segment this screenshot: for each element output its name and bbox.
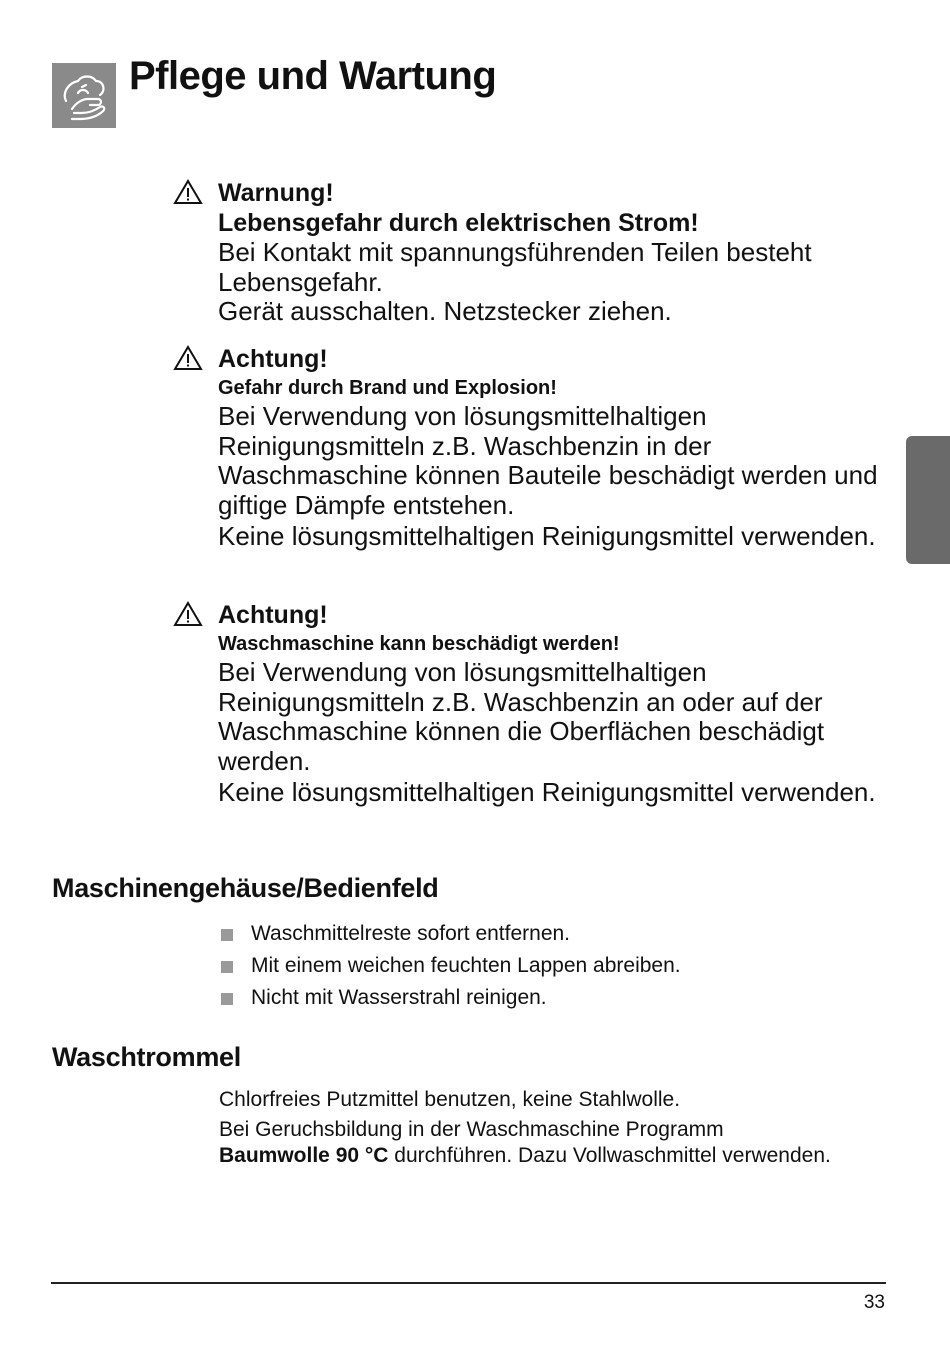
list-item <box>219 918 681 950</box>
drum-paragraph: Chlorfreies Putzmittel benutzen, keine Stahlwolle. <box>219 1088 681 1111</box>
warning-title: Achtung! <box>218 345 328 373</box>
warning-paragraph: Bei Kontakt mit spannungsführenden Teilen besteht Lebensgefahr. <box>218 237 812 297</box>
warning-subtitle: Waschmaschine kann beschädigt werden! <box>218 633 620 655</box>
list-item <box>219 982 681 1014</box>
program-name: Baumwolle 90 °C <box>219 1144 389 1167</box>
warning-triangle-icon <box>173 345 203 371</box>
page-title: Pflege und Wartung <box>129 54 497 98</box>
warning-subtitle: Lebensgefahr durch elektrischen Strom! <box>218 209 699 237</box>
warning-triangle-icon <box>173 179 203 205</box>
warning-paragraph: Keine lösungsmittelhaltigen Reinigungsmittel verwenden. <box>218 521 876 551</box>
list-item-text: Waschmittelreste sofort entfernen. <box>251 922 571 945</box>
warning-paragraph: Gerät ausschalten. Netzstecker ziehen. <box>218 296 672 326</box>
warning-title: Achtung! <box>218 601 328 629</box>
bullet-square-icon <box>221 929 233 941</box>
section-heading-housing: Maschinengehäuse/Bedienfeld <box>52 873 439 903</box>
warning-subtitle: Gefahr durch Brand und Explosion! <box>218 377 557 399</box>
warning-paragraph: Keine lösungsmittelhaltigen Reinigungsmittel verwenden. <box>218 777 876 807</box>
list-item-text: Mit einem weichen feuchten Lappen abreiben. <box>251 954 681 977</box>
drum-paragraph-end: durchführen. Dazu Vollwaschmittel verwenden. <box>388 1144 831 1167</box>
warning-block-fire <box>218 344 898 552</box>
warning-block-electric <box>218 178 898 327</box>
warning-title: Warnung! <box>218 179 334 207</box>
warning-paragraph: Bei Verwendung von lösungsmittelhaltigen Reinigungsmitteln z.B. Waschbenzin in der Waschmaschine können Bauteile beschädigt werden und giftige Dämpfe entstehen. <box>218 401 878 520</box>
bullet-square-icon <box>221 993 233 1005</box>
care-hand-icon <box>52 63 116 128</box>
bullet-square-icon <box>221 961 233 973</box>
warning-triangle-icon <box>173 601 203 627</box>
page-number: 33 <box>863 1292 885 1313</box>
warning-block-damage <box>218 600 898 808</box>
chapter-tab <box>906 436 950 564</box>
drum-paragraph-start: Bei Geruchsbildung in der Waschmaschine Programm <box>219 1118 724 1141</box>
housing-bullet-list <box>219 918 681 1014</box>
drum-paragraph <box>219 1117 919 1169</box>
warning-paragraph: Bei Verwendung von lösungsmittelhaltigen Reinigungsmitteln z.B. Waschbenzin an oder auf der Waschmaschine können die Oberflächen beschädigt werden. <box>218 657 825 776</box>
list-item <box>219 950 681 982</box>
drum-text <box>219 1087 919 1169</box>
section-heading-drum: Waschtrommel <box>52 1042 241 1072</box>
footer-divider <box>51 1282 886 1284</box>
list-item-text: Nicht mit Wasserstrahl reinigen. <box>251 986 547 1009</box>
